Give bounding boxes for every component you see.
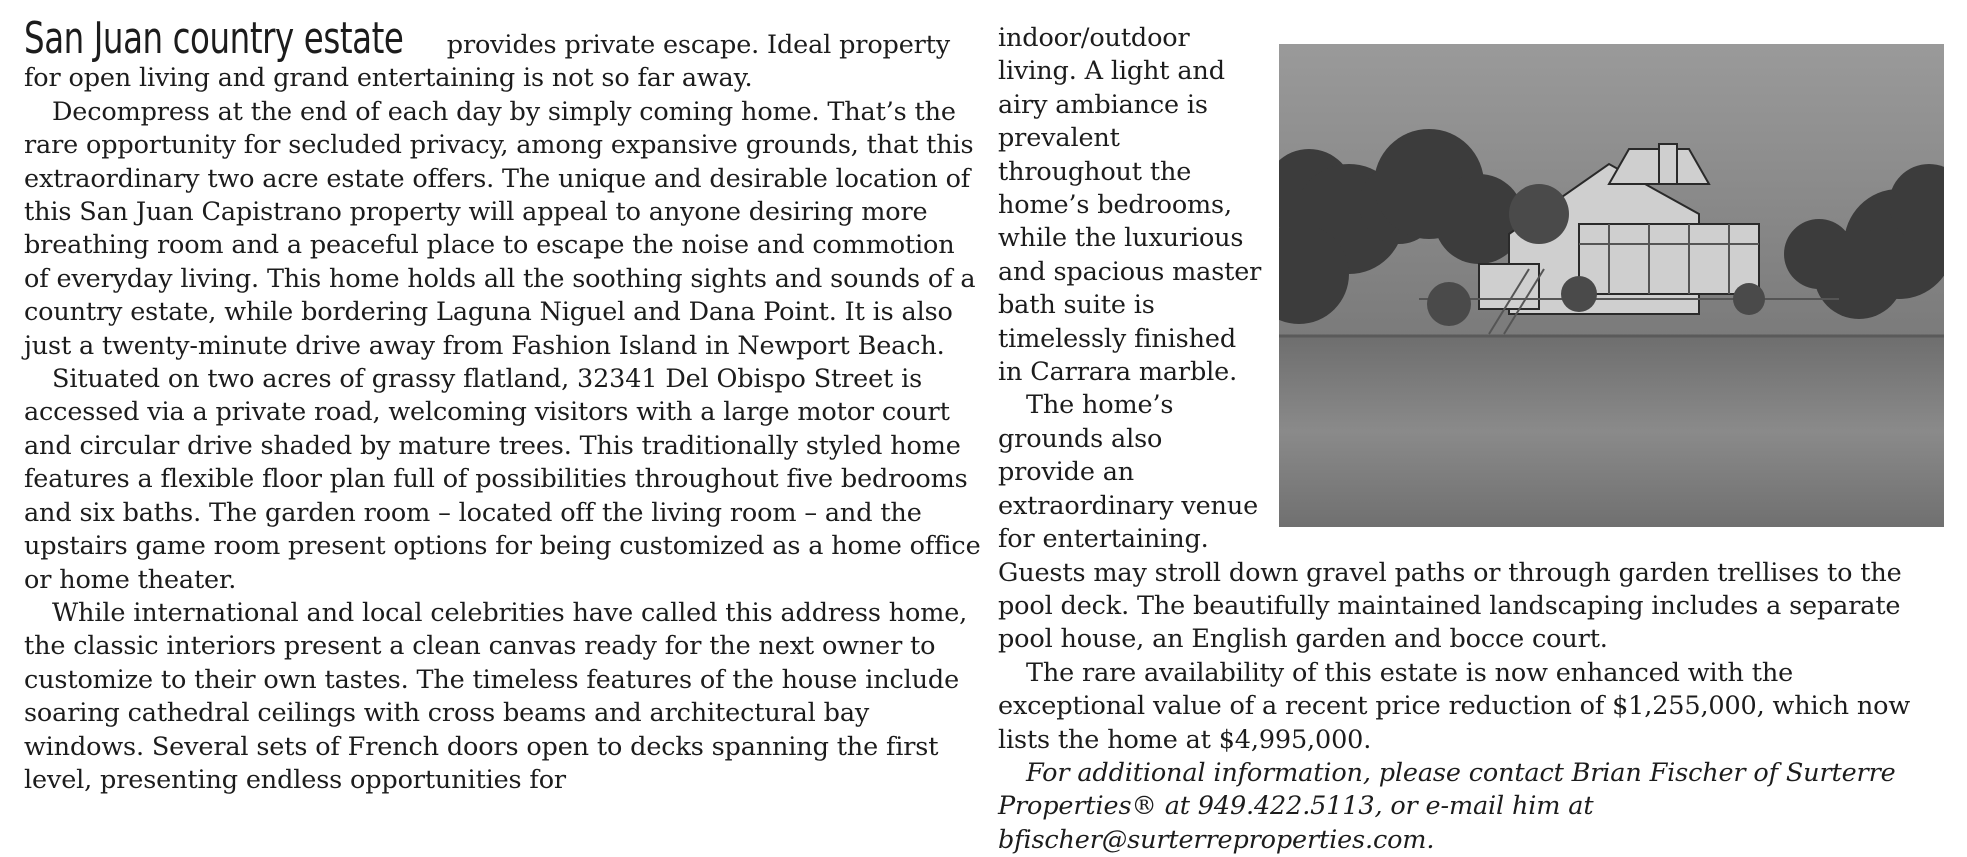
price-paragraph: The rare availability of this estate is now enhanced with the exceptional value of a recent price reduction of $1,255,000, which now lists the home at $4,995,000. bbox=[998, 657, 1910, 755]
body-paragraph-1: Decompress at the end of each day by simply coming home. That’s the rare opportunity for secluded privacy, among expansive grounds, that this extraordinary two acre estate offers. The unique and desirable location of this San Juan Capistrano property will appeal to anyone desiring more breathing room and a peaceful place to escape the noise and commotion of everyday living. This home holds all the soothing sights and sounds of a country estate, while bordering Laguna Niguel and Dana Point. It is also just a twenty-minute drive away from Fashion Island in Newport Beach. bbox=[24, 96, 976, 361]
continuation-paragraph: indoor/outdoor living. A light and airy ambiance is prevalent throughout the home’s bedrooms, while the luxurious and spacious master bath suite is timelessly finished in Carrara marble. bbox=[998, 23, 1262, 388]
lede-paragraph bbox=[24, 13, 986, 96]
estate-photo-illustration bbox=[1279, 44, 1944, 527]
body-paragraph-2: Situated on two acres of grassy flatland, 32341 Del Obispo Street is accessed via a private road, welcoming visitors with a large motor court and circular drive shaded by mature trees. This traditionally styled home features a flexible floor plan full of possibilities throughout five bedrooms and six baths. The garden room – located off the living room – and the upstairs game room present options for being customized as a home office or home theater. bbox=[24, 364, 981, 595]
left-column bbox=[24, 13, 986, 797]
lede-text: provides private escape. Ideal property for open living and grand entertaining is not so far away. bbox=[24, 30, 951, 94]
estate-photo bbox=[1279, 44, 1944, 527]
body-paragraph-3: While international and local celebrities have called this address home, the classic interiors present a clean canvas ready for the next owner to customize to their own tastes. The timeless features of the house include soaring cathedral ceilings with cross beams and architectural bay windows. Several sets of French doors open to decks spanning the first level, presenting endless opportunities for bbox=[24, 597, 968, 795]
headline: San Juan country estate bbox=[24, 13, 404, 64]
grounds-paragraph: The home’s grounds also provide an extraordinary venue for entertaining. Guests may stroll down gravel paths or through garden trellises to the pool deck. The beautifully maintained landscaping includes a separate pool house, an English garden and bocce court. bbox=[998, 390, 1902, 655]
right-column bbox=[998, 22, 1943, 857]
contact-paragraph: For additional information, please contact Brian Fischer of Surterre Properties® at 949.422.5113, or e-mail him at bfischer@surterreproperties.com. bbox=[998, 757, 1896, 855]
